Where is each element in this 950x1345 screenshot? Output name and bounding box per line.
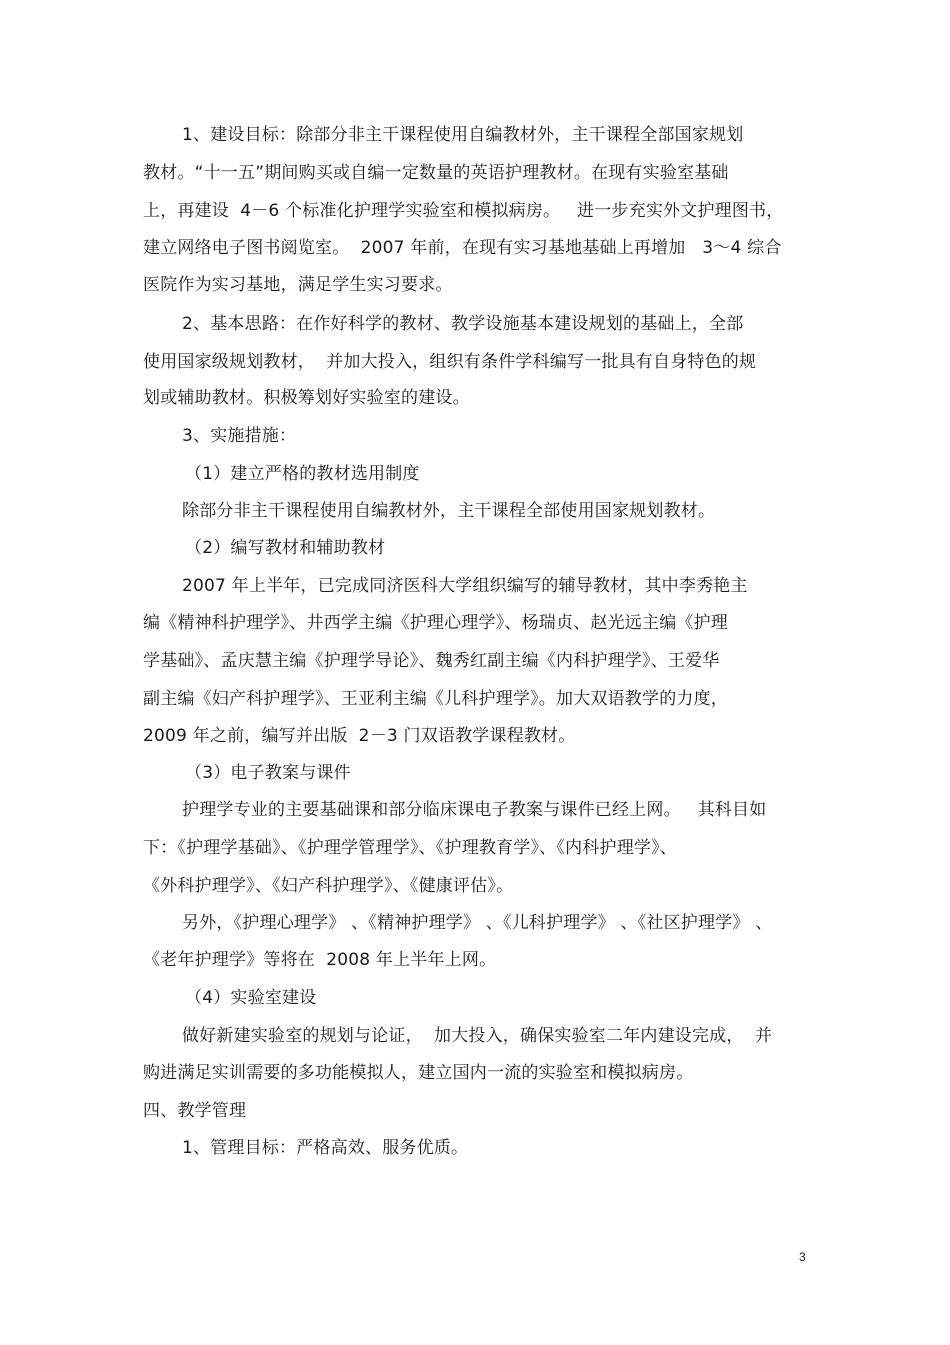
p1-line-1: 1、建设目标：除部分非主干课程使用自编教材外，主干课程全部国家规划 bbox=[182, 125, 744, 145]
page-number: 3 bbox=[799, 1250, 806, 1264]
p7-line-2: 编《精神科护理学》、井西学主编《护理心理学》、杨瑞贞、赵光远主编《护理 bbox=[143, 613, 728, 633]
p10-line-1: 另外，《护理心理学》 、《精神护理学》 、《儿科护理学》 、《社区护理学》 、 bbox=[182, 913, 773, 933]
p2-line-2: 使用国家级规划教材， 并加大投入，组织有条件学科编写一批具有自身特色的规 bbox=[143, 352, 757, 372]
p10-line-2: 《老年护理学》等将在 2008 年上半年上网。 bbox=[143, 950, 497, 970]
p1-line-2: 教材。“十一五”期间购买或自编一定数量的英语护理教材。在现有实验室基础 bbox=[143, 163, 729, 183]
p9-line-1: 护理学专业的主要基础课和部分临床课电子教案与课件已经上网。 其科目如 bbox=[182, 800, 767, 820]
p1-line-5: 医院作为实习基地，满足学生实习要求。 bbox=[143, 275, 453, 295]
p9-line-2: 下：《护理学基础》、《护理学管理学》、《护理教育学》、《内科护理学》、 bbox=[143, 838, 677, 858]
p12-line-2: 购进满足实训需要的多功能模拟人，建立国内一流的实验室和模拟病房。 bbox=[143, 1063, 694, 1083]
p14-line-1: 1、管理目标：严格高效、服务优质。 bbox=[182, 1138, 469, 1158]
section-heading: 四、教学管理 bbox=[143, 1101, 247, 1121]
p6-line-1: （2）编写教材和辅助教材 bbox=[185, 538, 386, 558]
p8-line-1: （3）电子教案与课件 bbox=[185, 763, 351, 783]
p7-line-4: 副主编《妇产科护理学》、王亚利主编《儿科护理学》。加大双语教学的力度， bbox=[143, 689, 728, 709]
p7-line-5: 2009 年之前，编写并出版 2－3 门双语教学课程教材。 bbox=[143, 726, 576, 746]
p4-line-1: （1）建立严格的教材选用制度 bbox=[185, 464, 420, 484]
p12-line-1: 做好新建实验室的规划与论证， 加大投入，确保实验室二年内建设完成， 并 bbox=[182, 1026, 773, 1046]
p2-line-3: 划或辅助教材。积极筹划好实验室的建设。 bbox=[143, 388, 470, 408]
p7-line-3: 学基础》、孟庆慧主编《护理学导论》、魏秀红副主编《内科护理学》、王爱华 bbox=[143, 651, 720, 671]
p9-line-3: 《外科护理学》、《妇产科护理学》、《健康评估》。 bbox=[143, 876, 514, 896]
p11-line-1: （4）实验室建设 bbox=[185, 988, 317, 1008]
p2-line-1: 2、基本思路：在作好科学的教材、教学设施基本建设规划的基础上，全部 bbox=[182, 314, 744, 334]
p1-line-3: 上，再建设 4－6 个标准化护理学实验室和模拟病房。 进一步充实外文护理图书， bbox=[143, 201, 784, 221]
p5-line-1: 除部分非主干课程使用自编教材外，主干课程全部使用国家规划教材。 bbox=[182, 501, 716, 521]
p1-line-4: 建立网络电子图书阅览室。 2007 年前，在现有实习基地基础上再增加 3～4 综合 bbox=[143, 238, 782, 258]
p7-line-1: 2007 年上半年，已完成同济医科大学组织编写的辅导教材，其中李秀艳主 bbox=[182, 576, 748, 596]
p3-line-1: 3、实施措施： bbox=[182, 426, 297, 446]
